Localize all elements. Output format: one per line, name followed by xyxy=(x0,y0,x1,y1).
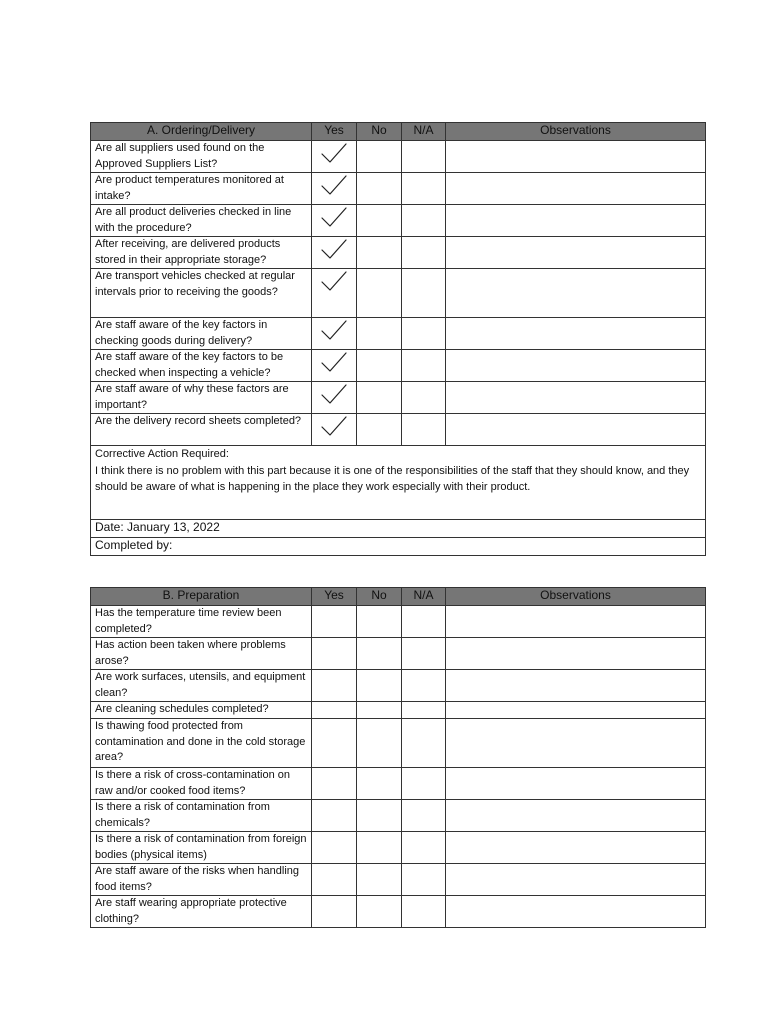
yes-column-header: Yes xyxy=(312,588,357,606)
observations-column-header: Observations xyxy=(446,123,706,141)
completed-by-field: Completed by: xyxy=(91,538,706,556)
observations-cell xyxy=(446,141,706,173)
table-header-row xyxy=(91,588,706,606)
na-cell xyxy=(402,269,446,318)
na-cell xyxy=(402,638,446,670)
ordering-delivery-table xyxy=(90,122,706,556)
checklist-row xyxy=(91,768,706,800)
no-cell xyxy=(357,173,402,205)
no-cell xyxy=(357,719,402,768)
checklist-row xyxy=(91,832,706,864)
yes-cell xyxy=(312,670,357,702)
checkmark-icon xyxy=(316,350,352,374)
question-text: Are all suppliers used found on the Approved Suppliers List? xyxy=(91,141,312,173)
section-title: B. Preparation xyxy=(91,588,312,606)
checklist-row xyxy=(91,414,706,446)
question-text: Are cleaning schedules completed? xyxy=(91,702,312,719)
observations-cell xyxy=(446,173,706,205)
checklist-row xyxy=(91,800,706,832)
checklist-row xyxy=(91,269,706,318)
checklist-row xyxy=(91,702,706,719)
observations-cell xyxy=(446,205,706,237)
question-text: Are staff aware of why these factors are important? xyxy=(91,382,312,414)
yes-cell xyxy=(312,318,357,350)
checklist-row xyxy=(91,670,706,702)
na-cell xyxy=(402,800,446,832)
corrective-action-row xyxy=(91,446,706,520)
yes-cell xyxy=(312,269,357,318)
na-cell xyxy=(402,173,446,205)
no-cell xyxy=(357,237,402,269)
yes-cell xyxy=(312,205,357,237)
question-text: Are staff aware of the key factors in checking goods during delivery? xyxy=(91,318,312,350)
completed-by-row xyxy=(91,538,706,556)
yes-cell xyxy=(312,638,357,670)
yes-cell xyxy=(312,173,357,205)
checklist-row xyxy=(91,318,706,350)
no-column-header: No xyxy=(357,588,402,606)
no-cell xyxy=(357,141,402,173)
checklist-row xyxy=(91,205,706,237)
checklist-row xyxy=(91,173,706,205)
no-cell xyxy=(357,832,402,864)
question-text: Are staff aware of the key factors to be checked when inspecting a vehicle? xyxy=(91,350,312,382)
observations-cell xyxy=(446,768,706,800)
question-text: Are product temperatures monitored at intake? xyxy=(91,173,312,205)
no-cell xyxy=(357,768,402,800)
yes-cell xyxy=(312,832,357,864)
yes-cell xyxy=(312,719,357,768)
na-cell xyxy=(402,318,446,350)
na-cell xyxy=(402,864,446,896)
question-text: Are transport vehicles checked at regular intervals prior to receiving the goods? xyxy=(91,269,312,318)
yes-cell xyxy=(312,606,357,638)
checkmark-icon xyxy=(316,318,352,342)
na-cell xyxy=(402,350,446,382)
no-column-header: No xyxy=(357,123,402,141)
observations-cell xyxy=(446,318,706,350)
yes-cell xyxy=(312,382,357,414)
corrective-action-cell xyxy=(91,446,706,520)
yes-cell xyxy=(312,702,357,719)
na-cell xyxy=(402,414,446,446)
checklist-row xyxy=(91,382,706,414)
na-cell xyxy=(402,382,446,414)
observations-cell xyxy=(446,670,706,702)
no-cell xyxy=(357,864,402,896)
checkmark-icon xyxy=(316,237,352,261)
no-cell xyxy=(357,896,402,928)
checklist-row xyxy=(91,719,706,768)
observations-cell xyxy=(446,800,706,832)
preparation-table xyxy=(90,587,706,928)
yes-cell xyxy=(312,768,357,800)
yes-cell xyxy=(312,896,357,928)
checkmark-icon xyxy=(316,173,352,197)
no-cell xyxy=(357,638,402,670)
checklist-row xyxy=(91,141,706,173)
observations-cell xyxy=(446,382,706,414)
observations-cell xyxy=(446,864,706,896)
observations-cell xyxy=(446,269,706,318)
checklist-row xyxy=(91,896,706,928)
question-text: Is there a risk of contamination from foreign bodies (physical items) xyxy=(91,832,312,864)
observations-cell xyxy=(446,414,706,446)
table-header-row xyxy=(91,123,706,141)
na-cell xyxy=(402,896,446,928)
no-cell xyxy=(357,670,402,702)
checkmark-icon xyxy=(316,382,352,406)
corrective-action-label: Corrective Action Required: xyxy=(95,448,229,460)
na-cell xyxy=(402,768,446,800)
no-cell xyxy=(357,269,402,318)
checkmark-icon xyxy=(316,141,352,165)
checklist-row xyxy=(91,350,706,382)
na-cell xyxy=(402,719,446,768)
na-cell xyxy=(402,141,446,173)
no-cell xyxy=(357,414,402,446)
na-cell xyxy=(402,205,446,237)
question-text: Is there a risk of cross-contamination on raw and/or cooked food items? xyxy=(91,768,312,800)
na-cell xyxy=(402,702,446,719)
question-text: Is thawing food protected from contamination and done in the cold storage area? xyxy=(91,719,312,768)
observations-cell xyxy=(446,702,706,719)
yes-cell xyxy=(312,350,357,382)
yes-cell xyxy=(312,237,357,269)
na-cell xyxy=(402,832,446,864)
observations-cell xyxy=(446,237,706,269)
no-cell xyxy=(357,350,402,382)
question-text: Are the delivery record sheets completed? xyxy=(91,414,312,446)
section-title: A. Ordering/Delivery xyxy=(91,123,312,141)
question-text: Are staff wearing appropriate protective clothing? xyxy=(91,896,312,928)
question-text: Are work surfaces, utensils, and equipment clean? xyxy=(91,670,312,702)
checklist-row xyxy=(91,606,706,638)
question-text: Has the temperature time review been completed? xyxy=(91,606,312,638)
observations-cell xyxy=(446,350,706,382)
corrective-action-text: I think there is no problem with this part because it is one of the responsibilities of the staff that they should know, and they should be aware of what is happening in the place they work especially with their product. xyxy=(95,464,690,493)
observations-cell xyxy=(446,896,706,928)
na-cell xyxy=(402,606,446,638)
na-cell xyxy=(402,237,446,269)
observations-cell xyxy=(446,719,706,768)
yes-cell xyxy=(312,141,357,173)
question-text: Are all product deliveries checked in line with the procedure? xyxy=(91,205,312,237)
checklist-row xyxy=(91,237,706,269)
checkmark-icon xyxy=(316,414,352,438)
observations-cell xyxy=(446,832,706,864)
observations-cell xyxy=(446,606,706,638)
no-cell xyxy=(357,800,402,832)
observations-column-header: Observations xyxy=(446,588,706,606)
question-text: After receiving, are delivered products stored in their appropriate storage? xyxy=(91,237,312,269)
yes-cell xyxy=(312,864,357,896)
question-text: Are staff aware of the risks when handling food items? xyxy=(91,864,312,896)
no-cell xyxy=(357,702,402,719)
checklist-row xyxy=(91,638,706,670)
na-cell xyxy=(402,670,446,702)
yes-cell xyxy=(312,800,357,832)
no-cell xyxy=(357,318,402,350)
no-cell xyxy=(357,382,402,414)
question-text: Is there a risk of contamination from chemicals? xyxy=(91,800,312,832)
yes-column-header: Yes xyxy=(312,123,357,141)
date-field: Date: January 13, 2022 xyxy=(91,520,706,538)
na-column-header: N/A xyxy=(402,123,446,141)
date-row xyxy=(91,520,706,538)
question-text: Has action been taken where problems arose? xyxy=(91,638,312,670)
no-cell xyxy=(357,205,402,237)
no-cell xyxy=(357,606,402,638)
observations-cell xyxy=(446,638,706,670)
checkmark-icon xyxy=(316,269,352,293)
yes-cell xyxy=(312,414,357,446)
na-column-header: N/A xyxy=(402,588,446,606)
checkmark-icon xyxy=(316,205,352,229)
checklist-row xyxy=(91,864,706,896)
